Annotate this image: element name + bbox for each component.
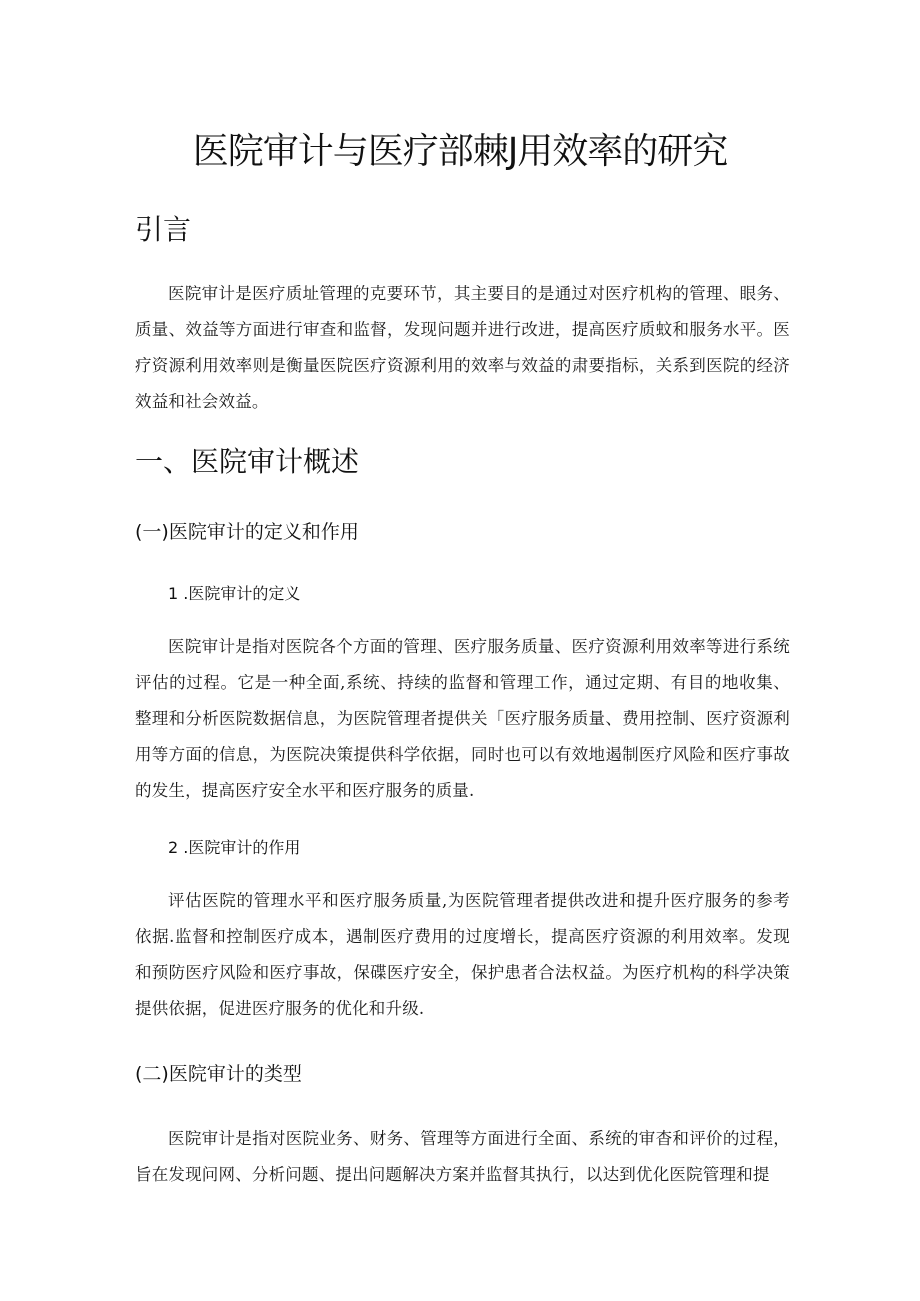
- subsection1-heading: (一)医院审计的定义和作用: [135, 521, 359, 543]
- intro-heading: 引言: [135, 213, 192, 246]
- subsection2-heading: (二)医院审计的类型: [135, 1063, 302, 1085]
- item1-paragraph: 医院审计是指对医院各个方面的管理、医疗服务质量、医疗资源利用效率等进行系统评估的过程。它是一种全面,系统、持续的监督和管理工作，通过定期、有目的地收集、整理和分析医院数据信息，为医院管理者提供关「医疗服务质量、费用控制、医疗资源利用等方面的信息，为医院决策提供科学依据，同时也可以有效地遏制医疗风险和医疗事故的发生，提高医疗安全水平和医疗服务的质量.: [135, 637, 790, 800]
- item2-heading: 2 .医院审计的作用: [168, 838, 301, 857]
- section1-heading: 一、医院审计概述: [135, 445, 360, 478]
- item2-paragraph: 评估医院的管理水平和医疗服务质量,为医院管理者提供改进和提升医疗服务的参考依据.监督和控制医疗成本，遇制医疗费用的过度增长，提高医疗资源的利用效率。发现和预防医疗风险和医疗事故，保碟医疗安全，保护患者合法权益。为医疗机构的科学决策提供依据，促进医疗服务的优化和升级.: [135, 891, 790, 1018]
- document-title: 医院审计与医疗部棘J用效率的研究: [192, 131, 728, 172]
- subsection2-paragraph: 医院审计是指对医院业务、财务、管理等方面进行全面、系统的审杳和评价的过程，旨在发现问网、分析问题、提出问题解决方案并监督其执行，以达到优化医院管理和提: [135, 1129, 790, 1184]
- intro-paragraph: 医院审计是医疗质址管理的克要环节，其主要目的是通过对医疗机构的管理、眼务、质量、效益等方面进行审查和监督，发现问题并进行改进，提高医疗质蚊和服务水平。医疗资源利用效率则是衡量医院医疗资源利用的效率与效益的肃要指标，关系到医院的经济效益和社会效益。: [135, 284, 790, 411]
- item1-heading: 1 .医院审计的定义: [168, 584, 301, 603]
